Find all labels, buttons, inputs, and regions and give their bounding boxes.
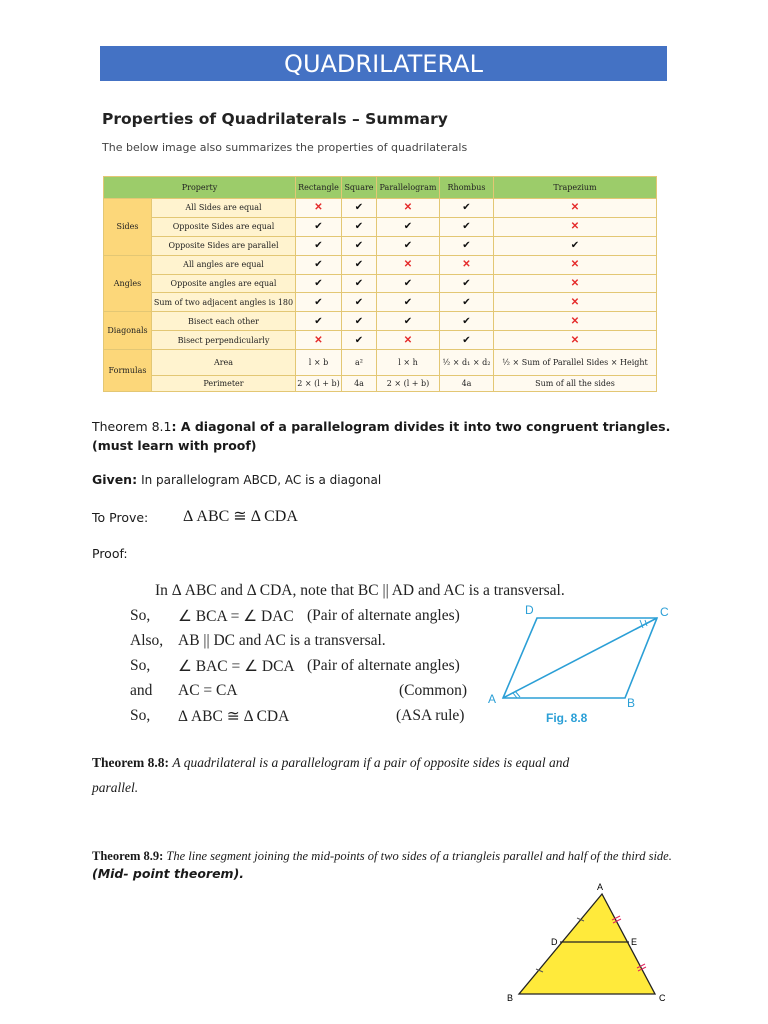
value-cell: [494, 199, 657, 218]
value-cell: [440, 312, 494, 331]
value-cell: [377, 236, 440, 255]
value-cell: [342, 217, 377, 236]
area-square: a²: [342, 350, 377, 376]
theorem-8-1-label: Theorem 8.1: [92, 419, 172, 434]
cross-icon: ✕: [570, 202, 580, 214]
check-icon: ✔: [462, 240, 471, 252]
vertex-b: B: [507, 993, 514, 1003]
cross-icon: ✕: [403, 259, 413, 271]
value-cell: [342, 199, 377, 218]
to-prove-statement: Δ ABC ≅ Δ CDA: [183, 508, 298, 525]
perimeter-trapezium: Sum of all the sides: [494, 376, 657, 392]
check-icon: ✔: [354, 278, 364, 289]
value-cell: [494, 255, 657, 274]
value-cell: [377, 255, 440, 274]
group-diagonals: Diagonals: [104, 312, 152, 350]
check-icon: ✔: [314, 221, 323, 233]
proof-lead: Also,: [130, 632, 164, 649]
check-icon: ✔: [462, 334, 471, 346]
proof-statement: AC = CA: [178, 682, 238, 699]
to-prove-label: To Prove:: [92, 510, 149, 525]
cross-icon: ✕: [403, 202, 413, 214]
value-cell: [342, 255, 377, 274]
table-row: [104, 255, 657, 274]
proof-statement: ∠ BCA = ∠ DAC: [178, 608, 294, 625]
theorem-8-8-text: A quadrilateral is a parallelogram if a pair of opposite sides is equal and parallel.: [92, 755, 570, 795]
vertex-d: D: [525, 603, 534, 617]
properties-table: [103, 176, 657, 392]
check-icon: ✔: [314, 315, 323, 327]
header-trapezium: Trapezium: [494, 177, 657, 199]
group-formulas: Formulas: [104, 350, 152, 392]
vertex-b: B: [627, 696, 636, 710]
area-parallelogram: l × h: [377, 350, 440, 376]
value-cell: [377, 199, 440, 218]
property-cell: Area: [152, 350, 296, 376]
vertex-a: A: [597, 882, 604, 892]
check-icon: ✔: [354, 296, 364, 308]
cross-icon: ✕: [570, 221, 580, 233]
perimeter-rectangle: 2 × (l + b): [296, 376, 342, 392]
proof-statement: Δ ABC ≅ Δ CDA: [178, 708, 290, 725]
theorem-8-9-text: The line segment joining the mid-points of two sides of a triangleis parallel and half of the third side.: [166, 849, 672, 863]
value-cell: [296, 217, 342, 236]
property-cell: Opposite Sides are equal: [152, 217, 296, 236]
proof-statement: ∠ BAC = ∠ DCA: [178, 658, 295, 675]
area-rectangle: l × b: [296, 350, 342, 376]
check-icon: ✔: [354, 259, 364, 271]
proof-lead: So,: [130, 657, 151, 674]
table-header-row: [104, 177, 657, 199]
cross-icon: ✕: [570, 315, 580, 327]
midpoint-triangle-figure: [500, 880, 680, 1010]
proof-lead: and: [130, 682, 153, 699]
value-cell: [296, 199, 342, 218]
value-cell: [342, 312, 377, 331]
value-cell: [377, 274, 440, 293]
value-cell: [296, 293, 342, 312]
value-cell: [440, 255, 494, 274]
cross-icon: ✕: [462, 259, 471, 271]
check-icon: ✔: [403, 278, 413, 289]
cross-icon: ✕: [403, 334, 413, 346]
table-row: [104, 293, 657, 312]
given-text: In parallelogram ABCD, AC is a diagonal: [141, 473, 382, 487]
cross-icon: ✕: [314, 334, 323, 346]
cross-icon: ✕: [570, 278, 580, 289]
group-sides: Sides: [104, 199, 152, 256]
table-row: [104, 236, 657, 255]
diagonal-ac: [503, 618, 657, 698]
theorem-8-1-text: : A diagonal of a parallelogram divides it into two congruent triangles. (must learn with proof): [92, 419, 671, 453]
vertex-c: C: [659, 993, 666, 1003]
property-cell: Opposite angles are equal: [152, 274, 296, 293]
proof-reason: (Pair of alternate angles): [307, 657, 460, 674]
check-icon: ✔: [314, 240, 323, 252]
header-property: Property: [104, 177, 296, 199]
page-banner: QUADRILATERAL: [100, 46, 667, 81]
proof-lead: So,: [130, 707, 151, 724]
cross-icon: ✕: [570, 334, 580, 346]
check-icon: ✔: [462, 202, 471, 214]
table-row-perimeter: [104, 376, 657, 392]
check-icon: ✔: [403, 221, 413, 233]
table-row: [104, 199, 657, 218]
proof-intro: In Δ ABC and Δ CDA, note that BC || AD and AC is a transversal.: [155, 582, 565, 599]
check-icon: ✔: [403, 315, 413, 327]
table-row: [104, 274, 657, 293]
area-trapezium: ½ × Sum of Parallel Sides × Height: [494, 350, 657, 376]
check-icon: ✔: [462, 315, 471, 327]
theorem-8-8: [92, 750, 570, 800]
value-cell: [342, 293, 377, 312]
perimeter-square: 4a: [342, 376, 377, 392]
theorem-8-9: [92, 847, 672, 883]
check-icon: ✔: [354, 240, 364, 252]
value-cell: [342, 274, 377, 293]
table-row: [104, 331, 657, 350]
midpoint-e: E: [631, 937, 638, 947]
check-icon: ✔: [403, 296, 413, 308]
parallelogram-figure: [480, 598, 680, 728]
property-cell: Opposite Sides are parallel: [152, 236, 296, 255]
check-icon: ✔: [354, 202, 364, 214]
area-rhombus: ½ × d₁ × d₂: [440, 350, 494, 376]
check-icon: ✔: [462, 221, 471, 233]
value-cell: [440, 331, 494, 350]
check-icon: ✔: [354, 334, 364, 346]
value-cell: [377, 217, 440, 236]
proof-reason: (Common): [399, 682, 468, 699]
value-cell: [296, 331, 342, 350]
proof-reason: (Pair of alternate angles): [307, 607, 460, 624]
value-cell: [440, 236, 494, 255]
value-cell: [494, 236, 657, 255]
check-icon: ✔: [354, 315, 364, 327]
given-line: [92, 472, 381, 487]
cross-icon: ✕: [570, 296, 580, 308]
group-angles: Angles: [104, 255, 152, 312]
check-icon: ✔: [314, 259, 323, 271]
check-icon: ✔: [462, 278, 471, 289]
check-icon: ✔: [354, 221, 364, 233]
header-rectangle: Rectangle: [296, 177, 342, 199]
cross-icon: ✕: [570, 259, 580, 271]
value-cell: [494, 331, 657, 350]
value-cell: [440, 217, 494, 236]
cross-icon: ✕: [314, 202, 323, 214]
theorem-8-1: [92, 417, 682, 455]
check-icon: ✔: [462, 296, 471, 308]
property-cell: Bisect each other: [152, 312, 296, 331]
property-cell: All angles are equal: [152, 255, 296, 274]
value-cell: [296, 236, 342, 255]
value-cell: [296, 274, 342, 293]
header-parallelogram: Parallelogram: [377, 177, 440, 199]
summary-title: Properties of Quadrilaterals – Summary: [102, 110, 448, 128]
property-cell: All Sides are equal: [152, 199, 296, 218]
value-cell: [494, 312, 657, 331]
midpoint-d: D: [551, 937, 558, 947]
property-cell: Sum of two adjacent angles is 180: [152, 293, 296, 312]
vertex-a: A: [488, 692, 497, 706]
summary-subtitle: The below image also summarizes the properties of quadrilaterals: [102, 141, 468, 154]
value-cell: [494, 274, 657, 293]
value-cell: [342, 331, 377, 350]
theorem-8-9-note: (Mid- point theorem).: [92, 866, 245, 881]
table-row: [104, 217, 657, 236]
theorem-8-8-label: Theorem 8.8:: [92, 755, 169, 770]
header-rhombus: Rhombus: [440, 177, 494, 199]
given-label: Given:: [92, 472, 138, 487]
value-cell: [342, 236, 377, 255]
value-cell: [296, 312, 342, 331]
vertex-c: C: [660, 605, 669, 619]
table-row: [104, 312, 657, 331]
check-icon: ✔: [570, 240, 580, 252]
check-icon: ✔: [403, 240, 413, 252]
value-cell: [440, 293, 494, 312]
value-cell: [494, 217, 657, 236]
theorem-8-9-label: Theorem 8.9:: [92, 849, 164, 863]
header-square: Square: [342, 177, 377, 199]
value-cell: [377, 331, 440, 350]
perimeter-parallelogram: 2 × (l + b): [377, 376, 440, 392]
value-cell: [440, 274, 494, 293]
value-cell: [377, 293, 440, 312]
figure-caption: Fig. 8.8: [546, 711, 588, 725]
proof-lead: So,: [130, 607, 151, 624]
check-icon: ✔: [314, 296, 323, 308]
proof-reason: (ASA rule): [396, 707, 465, 724]
property-cell: Perimeter: [152, 376, 296, 392]
perimeter-rhombus: 4a: [440, 376, 494, 392]
value-cell: [440, 199, 494, 218]
value-cell: [296, 255, 342, 274]
table-row-area: [104, 350, 657, 376]
check-icon: ✔: [314, 278, 323, 289]
proof-statement: AB || DC and AC is a transversal.: [178, 632, 386, 649]
value-cell: [377, 312, 440, 331]
value-cell: [494, 293, 657, 312]
property-cell: Bisect perpendicularly: [152, 331, 296, 350]
proof-label: Proof:: [92, 546, 128, 561]
